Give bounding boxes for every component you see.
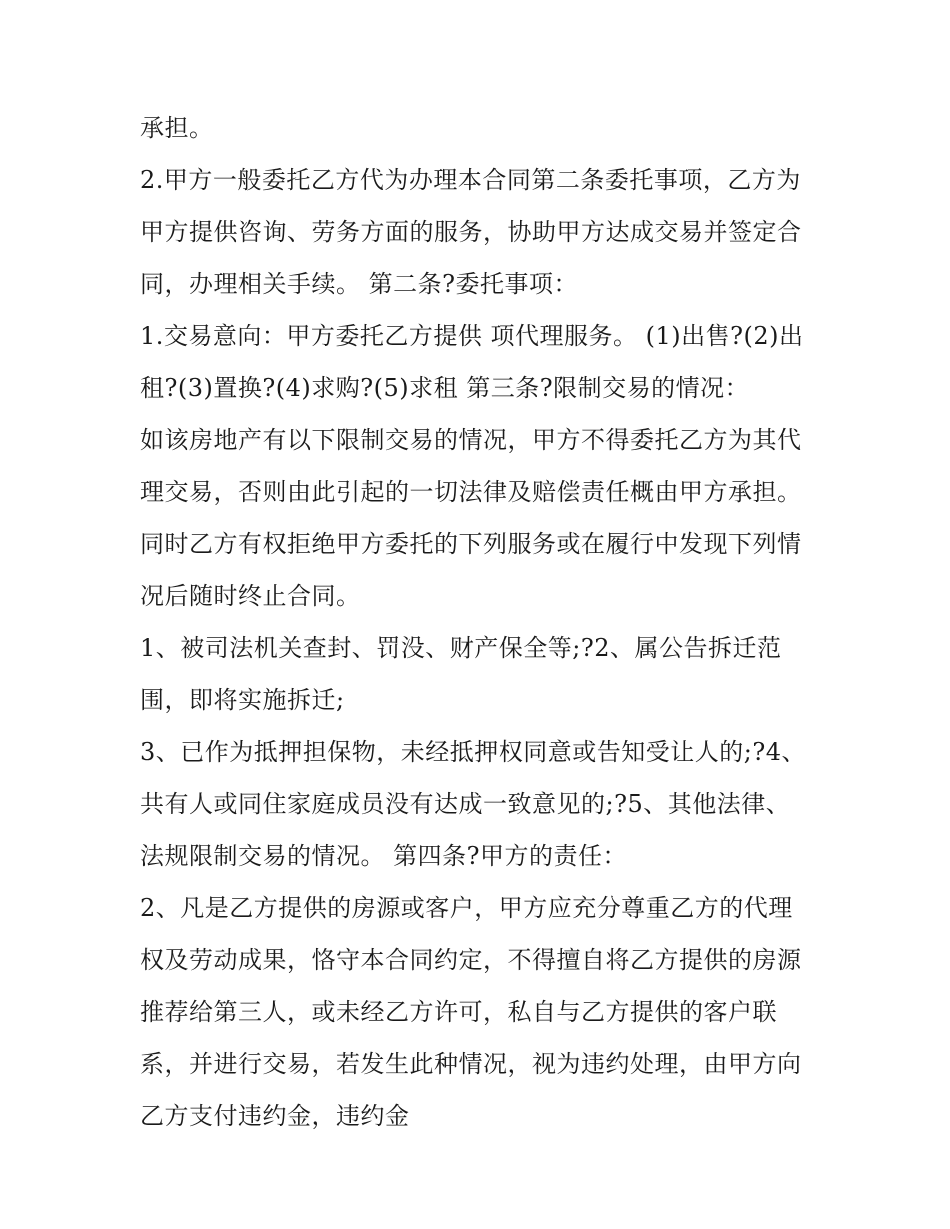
text-line: 理交易，否则由此引起的一切法律及赔偿责任概由甲方承担。	[140, 478, 802, 506]
text-line: 况后随时终止合同。	[140, 582, 361, 610]
text-line: 租?(3)置换?(4)求购?(5)求租 第三条?限制交易的情况：	[140, 374, 750, 402]
text-line: 法规限制交易的情况。 第四条?甲方的责任：	[140, 842, 627, 870]
text-line: 如该房地产有以下限制交易的情况，甲方不得委托乙方为其代	[140, 426, 802, 454]
text-line: 乙方支付违约金，违约金	[140, 1102, 410, 1130]
text-line: 共有人或同住家庭成员没有达成一致意见的;?5、其他法律、	[140, 790, 791, 818]
text-line: 3、已作为抵押担保物，未经抵押权同意或告知受让人的;?4、	[140, 738, 806, 766]
text-line: 2、凡是乙方提供的房源或客户，甲方应充分尊重乙方的代理	[140, 894, 793, 922]
text-line: 1、被司法机关查封、罚没、财产保全等;?2、属公告拆迁范	[140, 634, 782, 662]
text-line: 甲方提供咨询、劳务方面的服务，协助甲方达成交易并签定合	[140, 218, 802, 246]
text-line: 权及劳动成果，恪守本合同约定，不得擅自将乙方提供的房源	[140, 946, 802, 974]
text-line: 系，并进行交易，若发生此种情况，视为违约处理，由甲方向	[140, 1050, 802, 1078]
text-line: 承担。	[140, 114, 214, 142]
text-line: 同时乙方有权拒绝甲方委托的下列服务或在履行中发现下列情	[140, 530, 802, 558]
contract-text	[140, 108, 840, 1148]
text-line: 2.甲方一般委托乙方代为办理本合同第二条委托事项，乙方为	[140, 166, 801, 194]
text-line: 围，即将实施拆迁;	[140, 686, 345, 714]
text-line: 1.交易意向：甲方委托乙方提供 项代理服务。 (1)出售?(2)出	[140, 322, 804, 350]
text-line: 同，办理相关手续。 第二条?委托事项：	[140, 270, 578, 298]
text-line: 推荐给第三人，或未经乙方许可，私自与乙方提供的客户联	[140, 998, 777, 1026]
